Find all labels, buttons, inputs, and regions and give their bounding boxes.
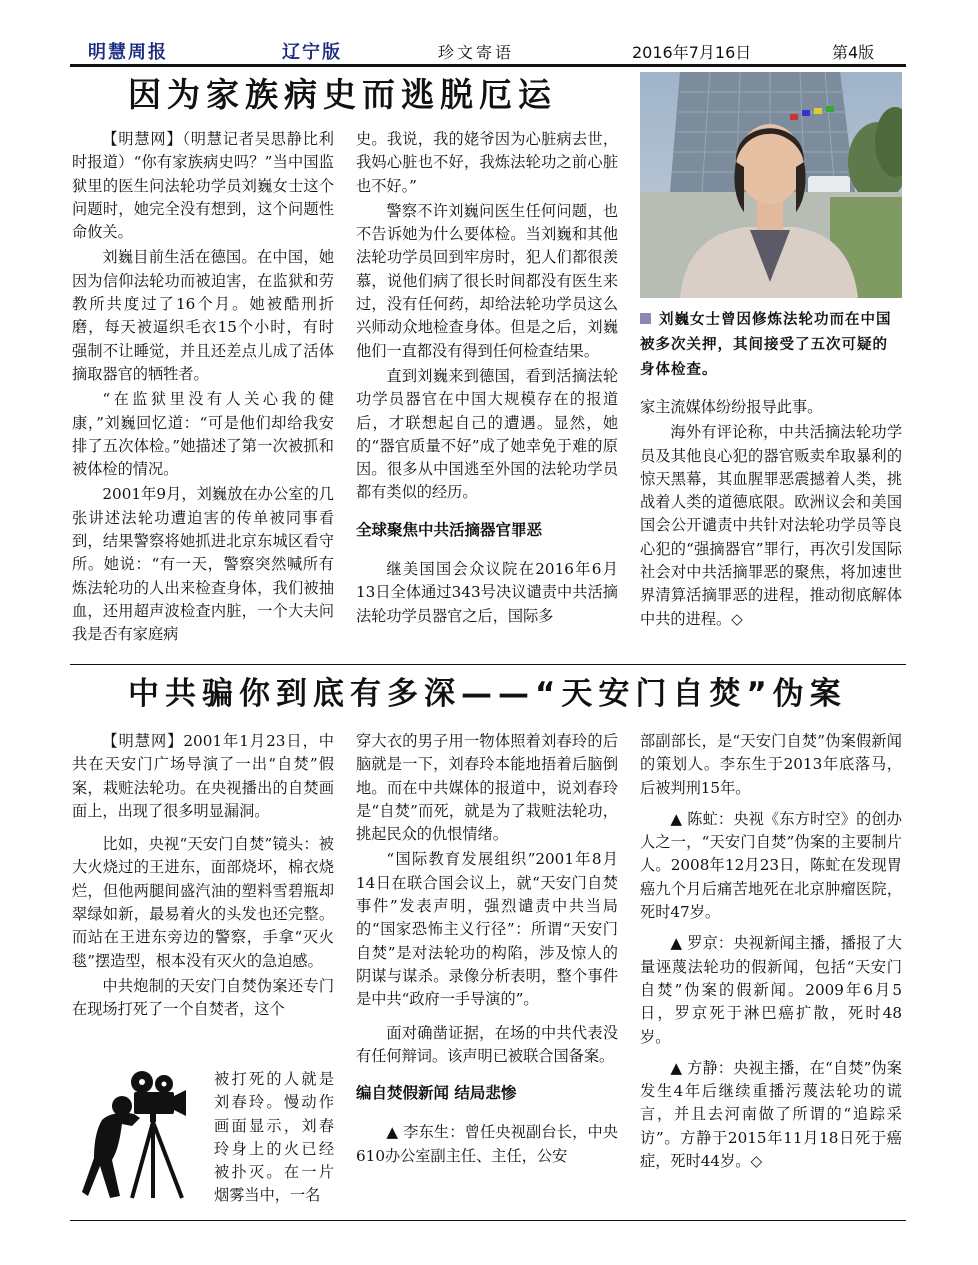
newspaper-name: 明慧周报 — [88, 42, 168, 63]
camera-operator-icon — [82, 1068, 200, 1200]
section-subhead: 全球聚焦中共活摘器官罪恶 — [356, 520, 543, 539]
paragraph: ▲ 罗京：央视新闻主播，播报了大量诬蔑法轮功的假新闻，包括“天安门自焚”伪案的假新闻。2009年6月5日，罗京死于淋巴癌扩散，死时48岁。 — [640, 934, 902, 1046]
footer-rule — [70, 1220, 906, 1221]
section-subhead: 编自焚假新闻 结局悲惨 — [356, 1084, 517, 1103]
edition-name: 辽宁版 — [282, 42, 342, 63]
paragraph: 直到刘巍来到德国，看到活摘法轮功学员器官在中国大规模存在的报道后，才联想起自己的遭遇。显然，她的“器官质量不好”成了她幸免于难的原因。很多从中国逃至外国的法轮功学员都有类似的经历。 — [356, 366, 618, 502]
paragraph: 警察不许刘巍问医生任何问题，也不告诉她为什么要体检。当刘巍和其他法轮功学员回到牢房时，犯人们都很羡慕，说他们病了很长时间都没有医生来过，没有任何药，却给法轮功学员这么兴师动众地检查身体。但是之后，刘巍他们一直都没有得到任何检查结果。 — [356, 201, 618, 360]
article2-title: 中共骗你到底有多深——“天安门自焚”伪案 — [128, 676, 847, 712]
portrait-photo — [640, 72, 902, 298]
paragraph: 比如，央视“天安门自焚”镜头：被大火烧过的王进东，面部烧坏，棉衣烧烂，但他两腿间盛汽油的塑料雪碧瓶却翠绿如新，最易着火的头发也还完整。而站在王进东旁边的警察，手拿“灭火毯”摆造型，根本没有灭火的急迫感。 — [72, 835, 334, 970]
paragraph: 【明慧网】（明慧记者吴思静比利时报道）“你有家族病史吗？”当中国监狱里的医生问法轮功学员刘巍女士这个问题时，她完全没有想到，这个问题性命攸关。 — [72, 130, 334, 242]
paragraph: ▲ 方静：央视主播，在“自焚”伪案发生4年后继续重播污蔑法轮功的谎言，并且去河南做了所谓的“追踪采访”。方静于2015年11月18日死于癌症，死时44岁。◇ — [640, 1058, 902, 1171]
header-rule — [70, 64, 906, 67]
paragraph: 继美国国会众议院在2016年6月13日全体通过343号决议谴责中共活摘法轮功学员器官之后，国际多 — [356, 560, 618, 625]
page-number: 第4版 — [832, 43, 875, 62]
photo-caption — [640, 308, 902, 383]
caption-text: 刘巍女士曾因修炼法轮功而在中国被多次关押，其间接受了五次可疑的身体检查。 — [640, 312, 892, 378]
paragraph: 刘巍目前生活在德国。在中国，她因为信仰法轮功而被迫害，在监狱和劳教所共度过了16个月。她被酷刑折磨，每天被逼织毛衣15个小时，有时强制不让睡觉，并且还差点儿成了活体摘取器官的牺牲者。 — [72, 248, 334, 383]
paragraph: 穿大衣的男子用一物体照着刘春玲的后脑就是一下，刘春玲本能地捂着后脑倒地。而在中共媒体的报道中，说刘春玲是“自焚”而死，就是为了栽赃法轮功，挑起民众的仇恨情绪。 — [356, 732, 618, 844]
issue-date: 2016年7月16日 — [632, 43, 752, 62]
paragraph: 海外有评论称，中共活摘法轮功学员及其他良心犯的器官贩卖牟取暴利的惊天黑幕，其血腥罪恶震撼着人类，挑战着人类的道德底限。欧洲议会和美国国会公开谴责中共针对法轮功学员等良心犯的“强摘器官”罪行，再次引发国际社会对中共活摘罪恶的聚焦，将加速世界清算活摘罪恶的进程，推动彻底解体中共的进程。◇ — [640, 423, 902, 628]
article1-column-1 — [72, 128, 334, 660]
paragraph: 家主流媒体纷纷报导此事。 — [640, 398, 823, 416]
article2-column-2 — [356, 730, 618, 1216]
paragraph: 面对确凿证据，在场的中共代表没有任何辩词。该声明已被联合国备案。 — [356, 1023, 618, 1065]
paragraph: ▲ 陈虻：央视《东方时空》的创办人之一，“天安门自焚”伪案的主要制片人。2008年12月23日，陈虻在发现胃癌九个月后痛苦地死在北京肿瘤医院，死时47岁。 — [640, 809, 902, 922]
article2-column-1-wrap — [214, 1068, 334, 1208]
article-divider — [70, 664, 906, 665]
article1-column-3 — [640, 396, 902, 660]
paragraph: 【明慧网】2001年1月23日，中共在天安门广场导演了一出“自焚”假案，栽赃法轮功。在央视播出的自焚画面上，出现了很多明显漏洞。 — [72, 732, 334, 820]
section-name: 珍文寄语 — [438, 43, 515, 62]
paragraph: 被打死的人就是刘春玲。慢动作画面显示，刘春玲身上的火已经被扑灭。在一片烟雾当中，一名 — [214, 1070, 334, 1205]
article1-column-2 — [356, 128, 618, 660]
paragraph: 史。我说，我的姥爷因为心脏病去世，我妈心脏也不好，我炼法轮功之前心脏也不好。” — [356, 130, 618, 195]
article2-column-1 — [72, 730, 334, 1050]
paragraph: ▲ 李东生：曾任央视副台长，中央610办公室副主任、主任，公安 — [356, 1123, 618, 1165]
paragraph: 部副部长，是“天安门自焚”伪案假新闻的策划人。李东生于2013年底落马，后被判刑15年。 — [640, 732, 902, 797]
paragraph: 2001年9月，刘巍放在办公室的几张讲述法轮功遭迫害的传单被同事看到，结果警察将她抓进北京东城区看守所。她说：“有一天，警察突然喊所有炼法轮功的人出来检查身体，我们被抽血，还用超声波检查内脏，一个大夫问我是否有家庭病 — [72, 485, 334, 644]
paragraph: “国际教育发展组织”2001年8月14日在联合国会议上，就“天安门自焚事件”发表声明，强烈谴责中共当局的“国家恐怖主义行径”：所谓“天安门自焚”是对法轮功的构陷，涉及惊人的阴谋与谋杀。录像分析表明，整个事件是中共“政府一手导演的”。 — [356, 850, 618, 1009]
photo-illustration — [640, 72, 902, 298]
article1-title: 因为家族病史而逃脱厄运 — [128, 75, 557, 114]
paragraph: 中共炮制的天安门自焚伪案还专门在现场打死了一个自焚者，这个 — [72, 976, 334, 1019]
caption-square-icon — [640, 313, 651, 324]
paragraph: “在监狱里没有人关心我的健康，”刘巍回忆道：“可是他们却给我安排了五次体检。”她描述了第一次被抓和被体检的情况。 — [72, 390, 334, 479]
article2-column-3 — [640, 730, 902, 1216]
